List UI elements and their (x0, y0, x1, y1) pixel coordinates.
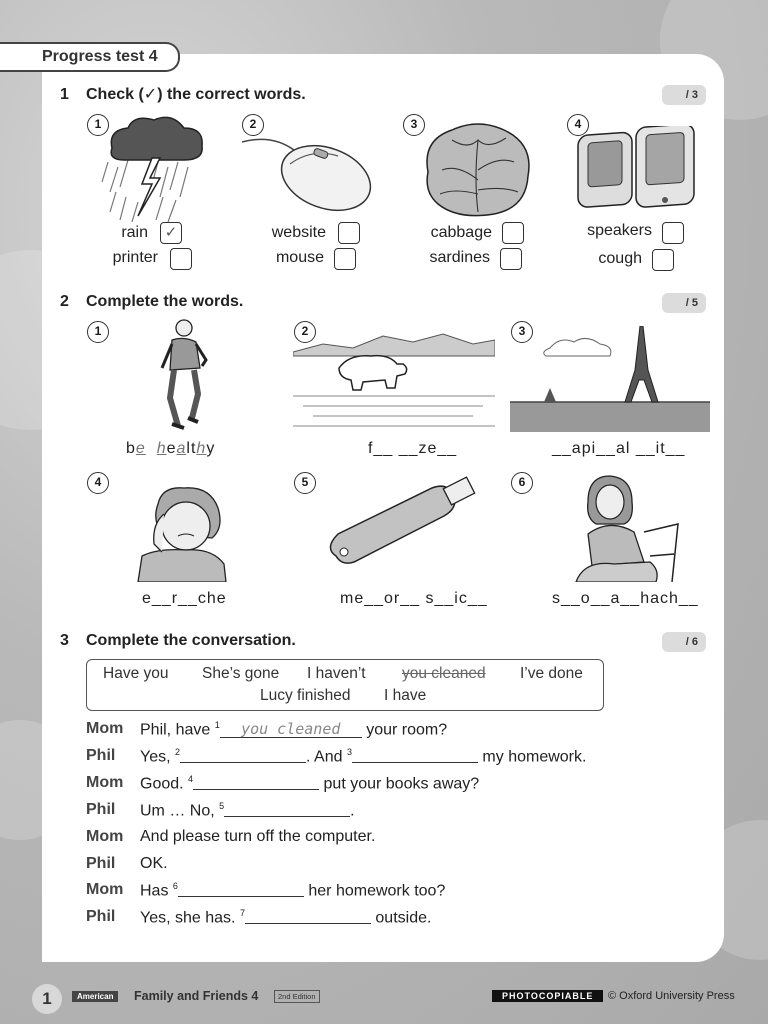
word-healthy (126, 440, 215, 458)
word-box-item: Lucy finished (260, 687, 351, 704)
option-speakers: speakers (587, 222, 652, 239)
dialogue-line (140, 801, 355, 820)
section2-heading (60, 293, 243, 311)
checkbox-sardines[interactable] (500, 248, 522, 270)
line-text: Has (140, 882, 169, 900)
checkbox-rain[interactable]: ✓ (160, 222, 182, 244)
checkbox-cabbage[interactable] (502, 222, 524, 244)
checkbox-speakers[interactable] (662, 222, 684, 244)
example-answer: h (156, 440, 167, 457)
word-memory-stick: me__or__ s__ic__ (340, 590, 488, 607)
gap-number: 1 (214, 720, 220, 730)
word-box-item: She’s gone (202, 665, 280, 682)
dialogue-line (140, 747, 586, 766)
option-website: website (271, 224, 326, 241)
letter: lt (186, 440, 197, 457)
checkbox-printer[interactable] (170, 248, 192, 270)
line-text: my homework. (482, 748, 587, 766)
gap-number: 3 (346, 747, 352, 757)
item-number: 4 (567, 114, 589, 136)
speaker-name: Mom (86, 774, 124, 791)
line-text: outside. (375, 909, 432, 927)
edition-label: 2nd Edition (274, 990, 320, 1003)
dialogue-line (140, 908, 431, 927)
item-number: 4 (87, 472, 109, 494)
section2-score: / 5 (662, 293, 706, 313)
line-text: . (350, 802, 355, 820)
line-text: put your books away? (323, 775, 480, 793)
line-text: Yes, she has. (140, 909, 236, 927)
answer-gap[interactable] (224, 803, 350, 817)
letter: y (206, 440, 216, 457)
photocopiable-badge: PHOTOCOPIABLE (492, 990, 603, 1002)
speaker-name: Phil (86, 747, 116, 764)
line-text: your room? (366, 721, 448, 739)
gap-number: 2 (175, 747, 181, 757)
answer-gap[interactable] (245, 910, 371, 924)
answer-gap[interactable] (180, 749, 306, 763)
dialogue-line (140, 881, 445, 900)
cabbage-icon (418, 120, 538, 220)
section1-score: / 3 (662, 85, 706, 105)
item-number: 3 (403, 114, 425, 136)
option-cabbage: cabbage (430, 224, 492, 241)
word-box-item: I’ve done (520, 665, 583, 682)
word-capital-city: __api__al __it__ (552, 440, 686, 457)
gap-number: 7 (239, 908, 245, 918)
speaker-name: Phil (86, 855, 116, 872)
rain-cloud-icon (98, 112, 210, 224)
word-earache: e__r__che (142, 590, 227, 607)
word-stomachache: s__o__a__hach__ (552, 590, 699, 607)
section2-number: 2 (60, 293, 69, 310)
line-text: Yes, (140, 748, 171, 766)
book-title: Family and Friends 4 (134, 989, 259, 1003)
section1-title: Check (✓) the correct words. (86, 86, 306, 103)
gap-number: 6 (172, 881, 178, 891)
gap-number: 5 (219, 801, 225, 811)
line-text: . And (306, 748, 343, 766)
line-text: Um … No, (140, 802, 215, 820)
answer-gap[interactable] (178, 883, 304, 897)
section1-heading (60, 84, 306, 104)
answer-gap-filled[interactable]: you cleaned (220, 720, 362, 738)
option-sardines: sardines (429, 249, 490, 266)
option-mouse: mouse (275, 249, 324, 266)
option-printer: printer (112, 249, 158, 266)
section3-title: Complete the conversation. (86, 632, 296, 649)
answer-gap[interactable] (352, 749, 478, 763)
section2-title: Complete the words. (86, 293, 244, 310)
boy-headache-icon (128, 484, 228, 582)
running-man-icon (158, 318, 214, 432)
line-text: Phil, have (140, 721, 211, 739)
section1-number: 1 (60, 86, 69, 103)
speaker-name: Mom (86, 828, 124, 845)
item-number: 2 (294, 321, 316, 343)
line-text: her homework too? (308, 882, 446, 900)
word-box-item: Have you (103, 665, 169, 682)
speaker-name: Phil (86, 801, 116, 818)
speaker-name: Phil (86, 908, 116, 925)
dialogue-line: And please turn off the computer. (140, 828, 376, 845)
section3-heading (60, 632, 296, 650)
speakers-icon (574, 126, 700, 218)
girl-stomachache-icon (574, 474, 684, 582)
computer-mouse-icon (242, 128, 377, 218)
section3-number: 3 (60, 632, 69, 649)
word-box-item-used: you cleaned (402, 665, 486, 682)
letter: e (166, 440, 177, 457)
eiffel-tower-icon (510, 326, 710, 432)
checkbox-mouse[interactable] (334, 248, 356, 270)
option-rain: rain (121, 224, 148, 241)
copyright-text: © Oxford University Press (608, 990, 735, 1002)
word-freeze: f__ __ze__ (368, 440, 458, 457)
checkbox-cough[interactable] (652, 249, 674, 271)
example-answer: e (135, 440, 146, 457)
dialogue-line (140, 720, 447, 739)
answer-gap[interactable] (193, 776, 319, 790)
page-title: Progress test 4 (0, 42, 180, 72)
section3-score: / 6 (662, 632, 706, 652)
polar-bear-icon (293, 330, 495, 430)
word-box-item: I have (384, 687, 427, 704)
speaker-name: Mom (86, 881, 124, 898)
page-number: 1 (32, 984, 62, 1014)
example-answer: a (176, 440, 187, 457)
edition-region-badge: American (72, 991, 118, 1002)
option-cough: cough (598, 250, 642, 267)
usb-stick-icon (322, 476, 482, 572)
gap-number: 4 (188, 774, 194, 784)
checkbox-website[interactable] (338, 222, 360, 244)
item-number: 1 (87, 114, 109, 136)
example-answer: h (196, 440, 207, 457)
dialogue-line (140, 774, 479, 793)
item-number: 6 (511, 472, 533, 494)
item-number: 2 (242, 114, 264, 136)
item-number: 5 (294, 472, 316, 494)
letter: b (126, 440, 136, 457)
dialogue-line: OK. (140, 855, 168, 872)
item-number: 3 (511, 321, 533, 343)
speaker-name: Mom (86, 720, 124, 737)
word-box-item: I haven’t (307, 665, 366, 682)
item-number: 1 (87, 321, 109, 343)
line-text: Good. (140, 775, 184, 793)
